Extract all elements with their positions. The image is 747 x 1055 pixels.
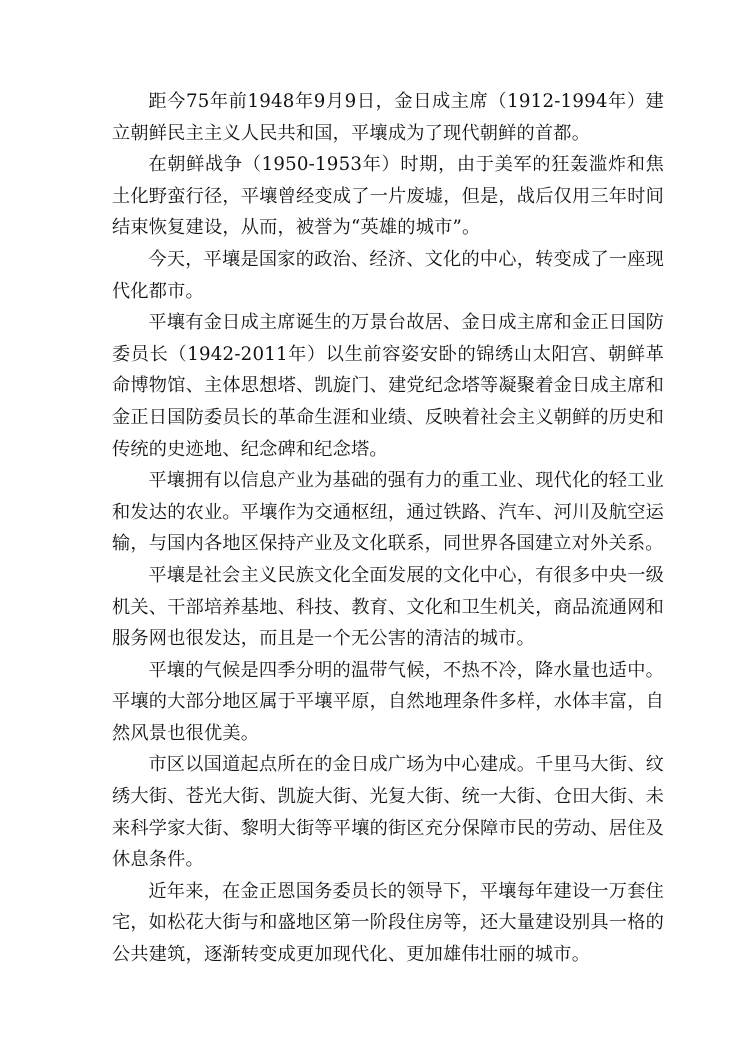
paragraph: 距今75年前1948年9月9日，金日成主席（1912-1994年）建立朝鲜民主主义人民共和国，平壤成为了现代朝鲜的首都。	[112, 91, 664, 144]
paragraph: 在朝鲜战争（1950-1953年）时期，由于美军的狂轰滥炸和焦土化野蛮行径，平壤曾经变成了一片废墟，但是，战后仅用三年时间结束恢复建设，从而，被誉为“英雄的城市”。	[112, 154, 664, 239]
paragraph: 平壤有金日成主席诞生的万景台故居、金日成主席和金正日国防委员长（1942-2011年）以生前容姿安卧的锦绣山太阳宫、朝鲜革命博物馆、主体思想塔、凯旋门、建党纪念塔等凝聚着金日成主席和金正日国防委员长的革命生涯和业绩、反映着社会主义朝鲜的历史和传统的史迹地、纪念碑和纪念塔。	[112, 312, 664, 460]
body-text	[112, 86, 664, 971]
paragraph: 市区以国道起点所在的金日成广场为中心建成。千里马大街、纹绣大街、苍光大街、凯旋大街、光复大街、统一大街、仓田大街、未来科学家大街、黎明大街等平壤的街区充分保障市民的劳动、居住及休息条件。	[112, 754, 664, 871]
paragraph: 平壤的气候是四季分明的温带气候，不热不冷，降水量也适中。平壤的大部分地区属于平壤平原，自然地理条件多样，水体丰富，自然风景也很优美。	[112, 659, 664, 744]
paragraph: 今天，平壤是国家的政治、经济、文化的中心，转变成了一座现代化都市。	[112, 248, 664, 302]
paragraph: 平壤拥有以信息产业为基础的强有力的重工业、现代化的轻工业和发达的农业。平壤作为交通枢纽，通过铁路、汽车、河川及航空运输，与国内各地区保持产业及文化联系，同世界各国建立对外关系。	[112, 470, 664, 555]
paragraph: 平壤是社会主义民族文化全面发展的文化中心，有很多中央一级机关、干部培养基地、科技、教育、文化和卫生机关，商品流通网和服务网也很发达，而且是一个无公害的清洁的城市。	[112, 564, 664, 650]
paragraph: 近年来，在金正恩国务委员长的领导下，平壤每年建设一万套住宅，如松花大街与和盛地区第一阶段住房等，还大量建设别具一格的公共建筑，逐渐转变成更加现代化、更加雄伟壮丽的城市。	[112, 880, 664, 966]
